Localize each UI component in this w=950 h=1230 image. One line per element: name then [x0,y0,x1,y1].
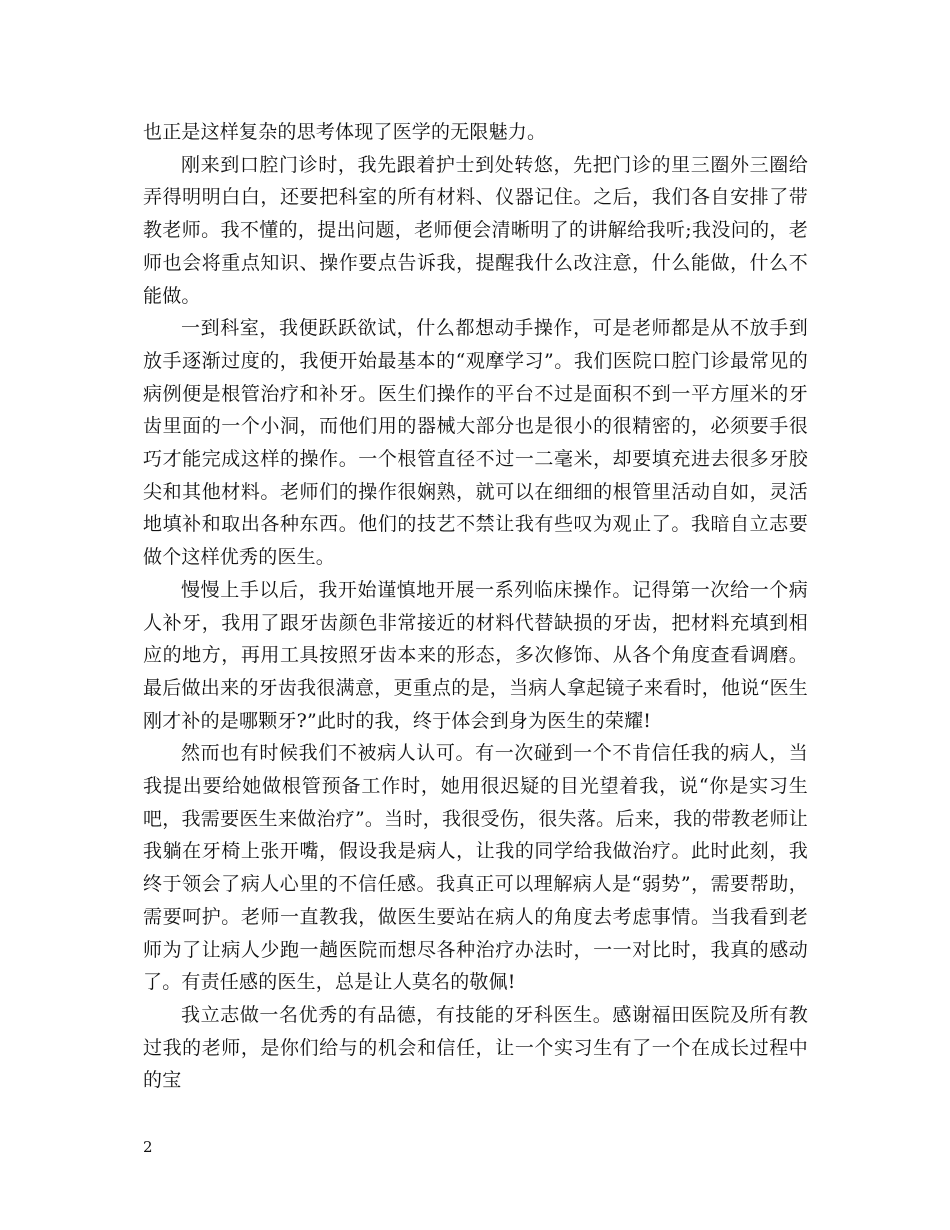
paragraph-4: 慢慢上手以后，我开始谨慎地开展一系列临床操作。记得第一次给一个病人补牙，我用了跟牙齿颜色非常接近的材料代替缺损的牙齿，把材料充填到相应的地方，再用工具按照牙齿本来的形态，多次修饰、从各个角度查看调磨。最后做出来的牙齿我很满意，更重点的是，当病人拿起镜子来看时，他说“医生刚才补的是哪颗牙?”此时的我，终于体会到身为医生的荣耀! [143,578,808,732]
paragraph-5: 然而也有时候我们不被病人认可。有一次碰到一个不肯信任我的病人，当我提出要给她做根管预备工作时，她用很迟疑的目光望着我，说“你是实习生吧，我需要医生来做治疗”。当时，我很受伤，很失落。后来，我的带教老师让我躺在牙椅上张开嘴，假设我是病人，让我的同学给我做治疗。此时此刻，我终于领会了病人心里的不信任感。我真正可以理解病人是“弱势”，需要帮助，需要呵护。老师一直教我，做医生要站在病人的角度去考虑事情。当我看到老师为了让病人少跑一趟医院而想尽各种治疗办法时，一一对比时，我真的感动了。有责任感的医生，总是让人莫名的敬佩! [143,742,808,994]
paragraph-2: 刚来到口腔门诊时，我先跟着护士到处转悠，先把门诊的里三圈外三圈给弄得明明白白，还要把科室的所有材料、仪器记住。之后，我们各自安排了带教老师。我不懂的，提出问题，老师便会清晰明了的讲解给我听;我没问的，老师也会将重点知识、操作要点告诉我，提醒我什么改注意，什么能做，什么不能做。 [143,153,808,307]
document-body [143,116,808,1097]
paragraph-6: 我立志做一名优秀的有品德，有技能的牙科医生。感谢福田医院及所有教过我的老师，是你们给与的机会和信任，让一个实习生有了一个在成长过程中的宝 [143,1003,808,1092]
paragraph-1: 也正是这样复杂的思考体现了医学的无限魅力。 [143,121,547,143]
page-number: 2 [143,1138,153,1156]
paragraph-3: 一到科室，我便跃跃欲试，什么都想动手操作，可是老师都是从不放手到放手逐渐过度的，我便开始最基本的“观摩学习”。我们医院口腔门诊最常见的病例便是根管治疗和补牙。医生们操作的平台不过是面积不到一平方厘米的牙齿里面的一个小洞，而他们用的器械大部分也是很小的很精密的，必须要手很巧才能完成这样的操作。一个根管直径不过一二毫米，却要填充进去很多牙胶尖和其他材料。老师们的操作很娴熟，就可以在细细的根管里活动自如，灵活地填补和取出各种东西。他们的技艺不禁让我有些叹为观止了。我暗自立志要做个这样优秀的医生。 [143,317,808,569]
